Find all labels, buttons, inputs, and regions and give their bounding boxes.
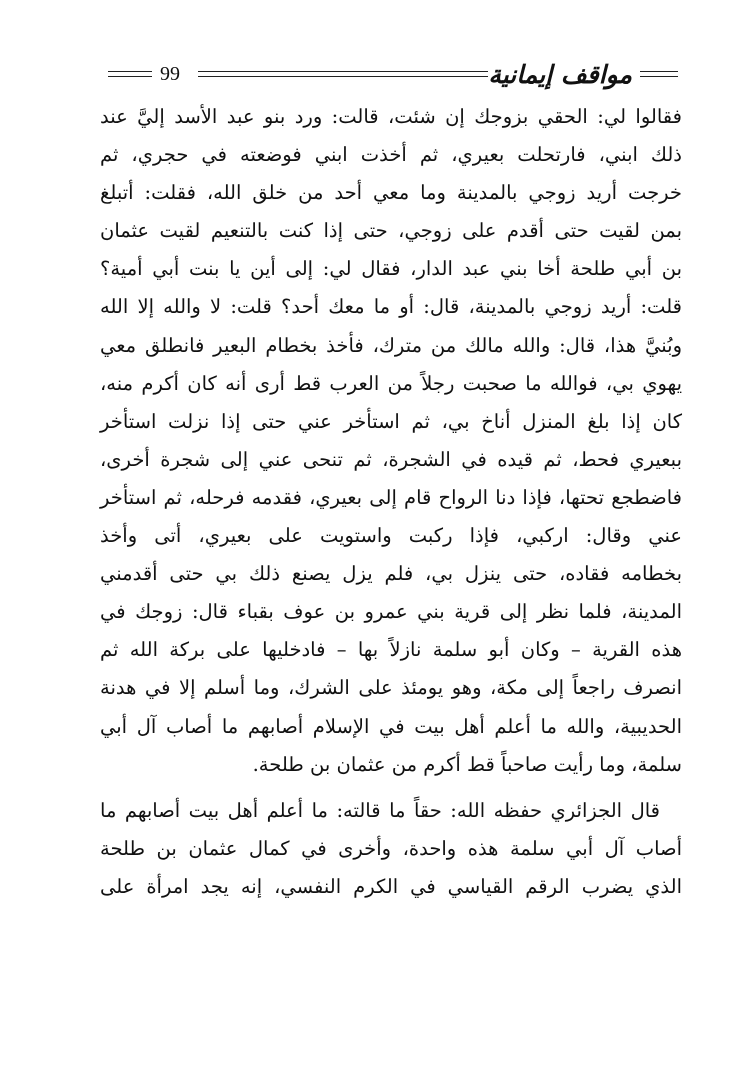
text-line: كان إذا بلغ المنزل أناخ بي، ثم استأخر عني حتى إذا نزلت استأخر — [100, 409, 682, 433]
paragraph-gap — [100, 784, 682, 792]
text-line: أصاب آل أبي سلمة هذه واحدة، وأخرى في كمال عثمان بن طلحة — [100, 836, 682, 860]
text-line: قلت: أريد زوجي بالمدينة، قال: أو ما معك أحد؟ قلت: لا والله إلا الله — [100, 295, 682, 319]
header-rule-middle — [198, 71, 488, 77]
text-line: ذلك ابني، فارتحلت بعيري، ثم أخذت ابني فوضعته في حجري، ثم — [100, 143, 682, 167]
running-header — [108, 58, 678, 94]
header-rule-left — [108, 71, 152, 77]
text-line: الذي يضرب الرقم القياسي في الكرم النفسي، إنه يجد امرأة على — [100, 874, 682, 898]
paragraph-2 — [100, 792, 682, 906]
text-line: المدينة، فلما نظر إلى قرية بني عمرو بن عوف بقباء قال: زوجك في — [100, 600, 682, 624]
text-line: فقالوا لي: الحقي بزوجك إن شئت، قالت: ورد بنو عبد الأسد إليَّ عند — [100, 105, 682, 128]
paragraph-1 — [100, 98, 682, 784]
text-line: سلمة، وما رأيت صاحباً قط أكرم من عثمان بن طلحة. — [252, 752, 682, 776]
header-rule-right — [640, 71, 678, 77]
text-line: قال الجزائري حفظه الله: حقاً ما قالته: ما أعلم أهل بيت أصابهم ما — [100, 798, 660, 822]
text-line: هذه القرية – وكان أبو سلمة نازلاً بها – فادخليها على بركة الله ثم — [100, 638, 682, 662]
text-line: بن أبي طلحة أخا بني عبد الدار، فقال لي: إلى أين يا بنت أبي أمية؟ — [100, 257, 682, 281]
header-title: مواقف إيمانية — [488, 60, 632, 89]
text-line: يهوي بي، فوالله ما صحبت رجلاً من العرب قط أرى أنه كان أكرم منه، — [100, 371, 682, 395]
text-line: بخطامه فقاده، حتى ينزل بي، فلم يزل يصنع ذلك بي حتى أقدمني — [100, 562, 682, 586]
body-text — [100, 98, 682, 906]
text-line: فاضطجع تحتها، فإذا دنا الرواح قام إلى بعيري، فقدمه فرحله، ثم استأخر — [100, 485, 682, 509]
page-number: 99 — [160, 63, 180, 85]
text-line: بمن لقيت حتى أقدم على زوجي، حتى إذا كنت بالتنعيم لقيت عثمان — [100, 219, 682, 243]
text-line: وبُنيَّ هذا، قال: والله مالك من مترك، فأخذ بخطام البعير فانطلق معي — [100, 333, 682, 357]
text-line: انصرف راجعاً إلى مكة، وهو يومئذ على الشرك، وما أسلم إلا في هدنة — [100, 676, 682, 700]
text-line: ببعيري فحط، ثم قيده في الشجرة، ثم تنحى عني إلى شجرة أخرى، — [100, 447, 682, 471]
text-line: الحديبية، والله ما أعلم أهل بيت في الإسلام أصابهم ما أصاب آل أبي — [100, 714, 682, 738]
text-line: عني وقال: اركبي، فإذا ركبت واستويت على بعيري، أتى وأخذ — [100, 524, 682, 548]
text-line: خرجت أريد زوجي بالمدينة وما معي أحد من خلق الله، فقلت: أتبلغ — [100, 181, 682, 205]
